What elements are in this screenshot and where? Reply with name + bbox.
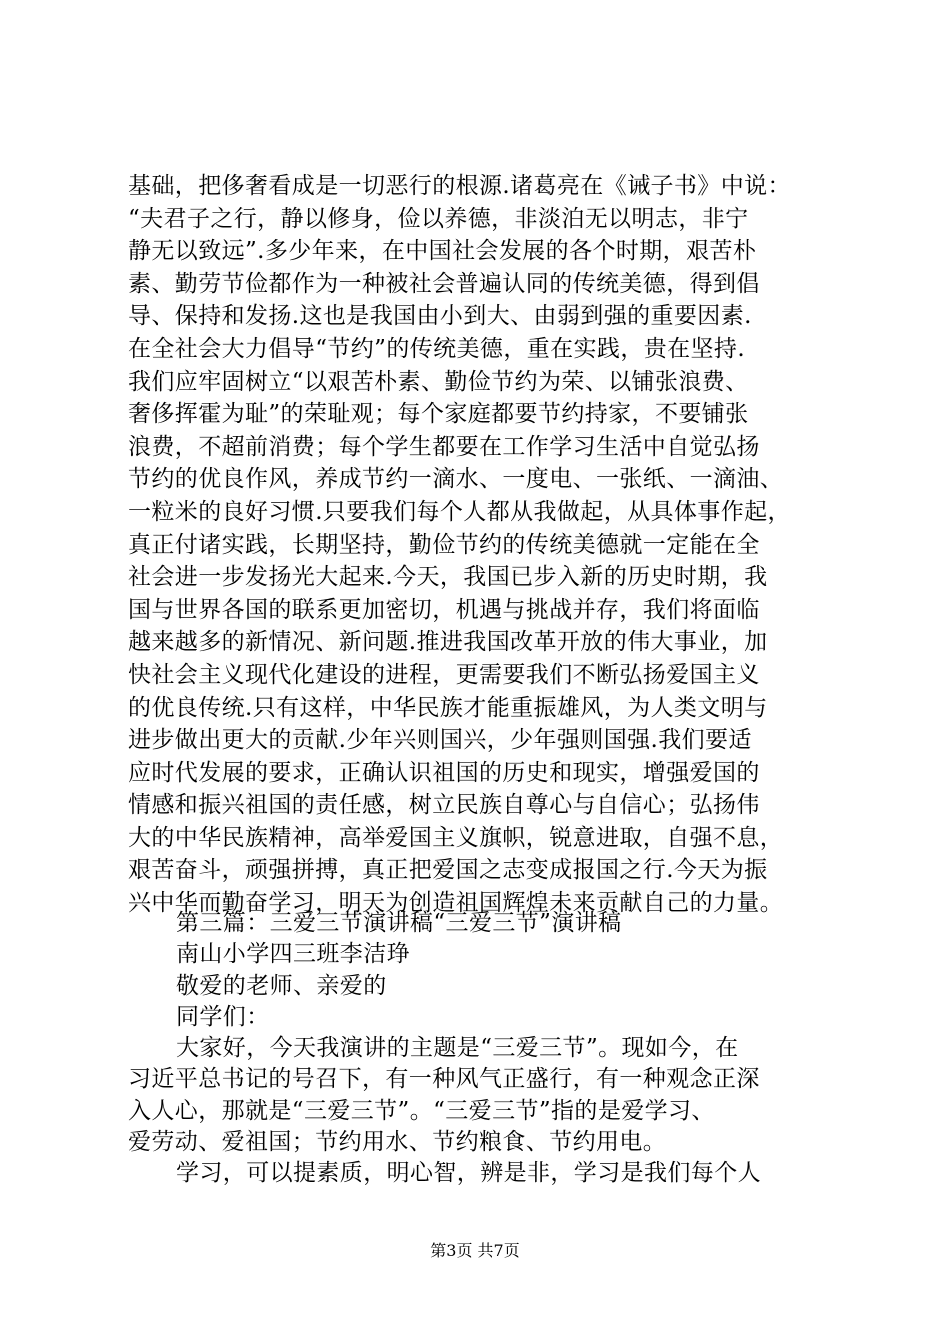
text-line: “夫君子之行，静以修身，俭以养德，非淡泊无以明志，非宁	[128, 205, 749, 232]
author-line: 南山小学四三班李洁琤	[176, 941, 410, 968]
text-line: 奢侈挥霍为耻”的荣耻观；每个家庭都要节约持家，不要铺张	[128, 401, 749, 428]
text-line: 静无以致远”.多少年来，在中国社会发展的各个时期，艰苦朴	[128, 238, 757, 265]
paragraph-line: 爱劳动、爱祖国；节约用水、节约粮食、节约用电。	[128, 1129, 667, 1156]
text-line: 社会进一步发扬光大起来.今天，我国已步入新的历史时期，我	[128, 564, 768, 591]
text-line: 导、保持和发扬.这也是我国由小到大、由弱到强的重要因素.	[128, 303, 752, 330]
page-footer: 第3页 共7页	[430, 1241, 520, 1260]
salutation-line: 同学们：	[176, 1003, 270, 1030]
paragraph-line: 大家好，今天我演讲的主题是“三爱三节”。现如今，在	[176, 1035, 739, 1062]
text-line: 国与世界各国的联系更加密切，机遇与挑战并存，我们将面临	[128, 596, 760, 623]
paragraph-line: 学习，可以提素质，明心智，辨是非，学习是我们每个人	[176, 1160, 761, 1187]
text-line: 艰苦奋斗，顽强拼搏，真正把爱国之志变成报国之行.今天为振	[128, 857, 768, 884]
paragraph-line: 入人心，那就是“三爱三节”。“三爱三节”指的是爱学习、	[128, 1097, 715, 1124]
text-line: 快社会主义现代化建设的进程，更需要我们不断弘扬爱国主义	[128, 661, 760, 688]
salutation-line: 敬爱的老师、亲爱的	[176, 972, 387, 999]
body-text	[128, 170, 828, 920]
text-line: 素、勤劳节俭都作为一种被社会普遍认同的传统美德，得到倡	[128, 270, 760, 297]
text-line: 一粒米的良好习惯.只要我们每个人都从我做起，从具体事作起，	[128, 498, 791, 525]
speech-section	[128, 908, 828, 1190]
text-line: 兴中华而勤奋学习，明天为创造祖国辉煌未来贡献自己的力量。	[128, 890, 784, 917]
paragraph-line: 习近平总书记的号召下，有一种风气正盛行，有一种观念正深	[128, 1066, 760, 1093]
section-title: 第三篇：三爱三节演讲稿“三爱三节”演讲稿	[176, 910, 622, 936]
text-line: 在全社会大力倡导“节约”的传统美德，重在实践，贵在坚持.	[128, 335, 746, 362]
text-line: 进步做出更大的贡献.少年兴则国兴，少年强则国强.我们要适	[128, 727, 752, 754]
text-line: 真正付诸实践，长期坚持，勤俭节约的传统美德就一定能在全	[128, 531, 760, 558]
text-line: 越来越多的新情况、新问题.推进我国改革开放的伟大事业，加	[128, 629, 768, 656]
text-line: 情感和振兴祖国的责任感，树立民族自尊心与自信心；弘扬伟	[128, 792, 760, 819]
text-line: 基础，把侈奢看成是一切恶行的根源.诸葛亮在《诫子书》中说：	[128, 173, 791, 199]
text-line: 应时代发展的要求，正确认识祖国的历史和现实，增强爱国的	[128, 759, 760, 786]
text-line: 的优良传统.只有这样，中华民族才能重振雄风，为人类文明与	[128, 694, 768, 721]
text-line: 大的中华民族精神，高举爱国主义旗帜，锐意进取，自强不息，	[128, 824, 784, 851]
text-line: 节约的优良作风，养成节约一滴水、一度电、一张纸、一滴油、	[128, 466, 784, 493]
text-line: 我们应牢固树立“以艰苦朴素、勤俭节约为荣、以铺张浪费、	[128, 368, 749, 395]
text-line: 浪费，不超前消费；每个学生都要在工作学习生活中自觉弘扬	[128, 433, 760, 460]
